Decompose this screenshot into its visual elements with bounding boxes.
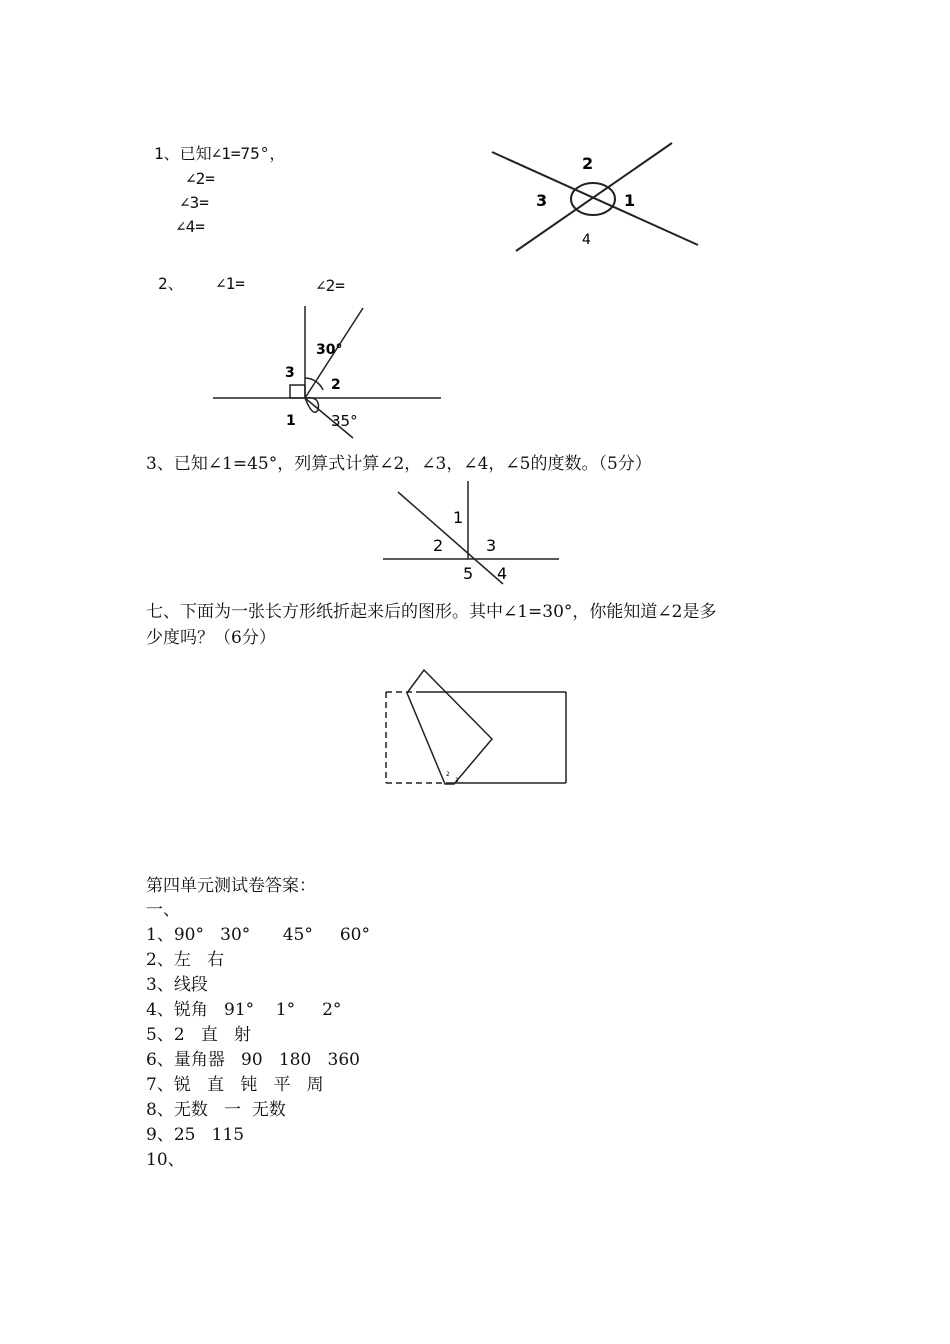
q1-label-4: 4 [582, 232, 591, 248]
q1-label-3: 3 [536, 191, 548, 210]
q3-label-3: 3 [486, 536, 497, 555]
answer-item: 8、无数 一 无数 [146, 1100, 286, 1120]
answer-item: 6、量角器 90 180 360 [146, 1050, 360, 1070]
q2-label-1: 1 [286, 413, 296, 429]
q7-label-1: 1 [455, 777, 459, 784]
q2-label-2: 2 [331, 377, 341, 393]
answers-section-1: 一、 [146, 900, 180, 920]
q1-angle4-blank: ∠4= [176, 217, 205, 236]
answer-item: 2、左 右 [146, 950, 225, 970]
q3-label-1: 1 [453, 508, 464, 527]
q2-angle2-blank: ∠2= [316, 276, 345, 295]
q1-given: 1、已知∠1=75°， [154, 144, 286, 163]
q1-label-1: 1 [624, 191, 636, 210]
answers-title: 第四单元测试卷答案： [146, 876, 316, 896]
q1-angle3-blank: ∠3= [180, 193, 209, 212]
q7-label-2: 2 [446, 771, 450, 778]
answer-item: 5、2 直 射 [146, 1025, 252, 1045]
q7-text-line2: 少度吗？（6分） [146, 628, 276, 648]
q2-number: 2、 [158, 274, 184, 293]
q3-text: 3、已知∠1=45°，列算式计算∠2，∠3，∠4，∠5的度数。（5分） [146, 454, 652, 474]
answer-item: 4、锐角 91° 1° 2° [146, 1000, 342, 1020]
answer-item: 10、 [146, 1150, 185, 1170]
q2-label-35deg: 35° [331, 412, 358, 430]
q7-folded-paper-figure [382, 665, 572, 790]
q3-figure [380, 478, 562, 586]
q2-angle1-blank: ∠1= [216, 274, 245, 293]
q3-label-4: 4 [497, 564, 508, 583]
q1-figure [480, 135, 710, 260]
q2-label-3: 3 [285, 365, 295, 381]
answer-item: 3、线段 [146, 975, 208, 995]
q3-label-5: 5 [463, 564, 474, 583]
q2-label-30deg: 30° [316, 342, 343, 358]
q2-figure [205, 298, 450, 440]
answer-item: 1、90° 30° 45° 60° [146, 925, 370, 945]
answer-item: 7、锐 直 钝 平 周 [146, 1075, 324, 1095]
q1-angle2-blank: ∠2= [186, 169, 215, 188]
q1-label-2: 2 [582, 154, 594, 173]
q7-text-line1: 七、下面为一张长方形纸折起来后的图形。其中∠1=30°，你能知道∠2是多 [146, 602, 717, 622]
answer-item: 9、25 115 [146, 1125, 245, 1145]
q3-label-2: 2 [433, 536, 444, 555]
